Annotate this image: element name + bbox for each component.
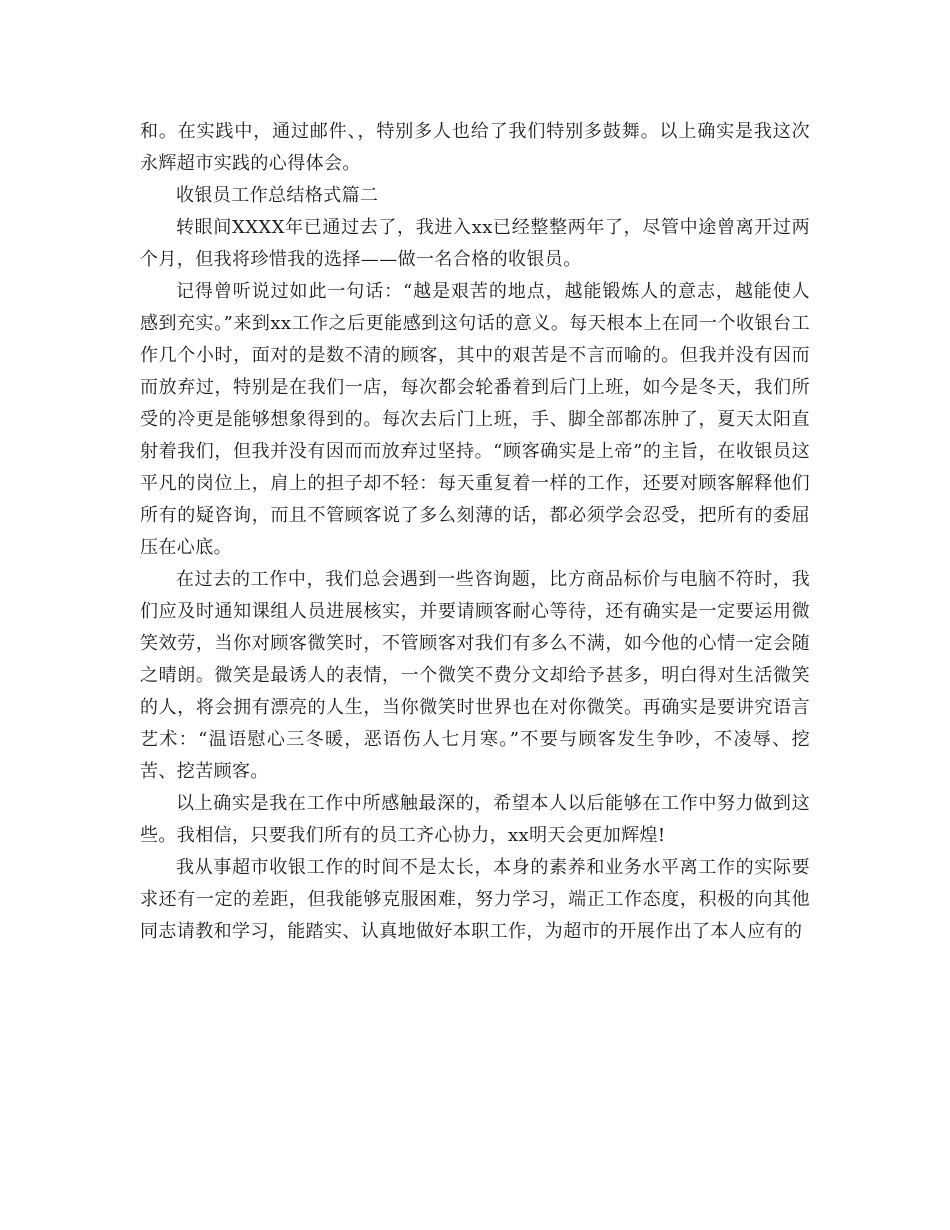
paragraph: 记得曾听说过如此一句话：“越是艰苦的地点，越能锻炼人的意志，越能使人感到充实。”来到xx工作之后更能感到这句话的意义。每天根本上在同一个收银台工作几个小时，面对的是数不清的顾客，其中的艰苦是不言而喻的。但我并没有因而而放弃过，特别是在我们一店，每次都会轮番着到后门上班，如今是冬天，我们所受的冷更是能够想象得到的。每次去后门上班，手、脚全部都冻肿了，夏天太阳直射着我们，但我并没有因而而放弃过坚持。“顾客确实是上帝”的主旨，在收银员这平凡的岗位上，肩上的担子却不轻：每天重复着一样的工作，还要对顾客解释他们所有的疑咨询，而且不管顾客说了多么刻薄的话，都必须学会忍受，把所有的委屈压在心底。 [140,281,810,558]
paragraph: 以上确实是我在工作中所感触最深的，希望本人以后能够在工作中努力做到这些。我相信，只要我们所有的员工齐心协力，xx明天会更加辉煌! [140,793,810,846]
section-heading: 收银员工作总结格式篇二 [176,185,379,206]
document-body [140,116,810,948]
paragraph: 在过去的工作中，我们总会遇到一些咨询题，比方商品标价与电脑不符时，我们应及时通知课组人员进展核实，并要请顾客耐心等待，还有确实是一定要运用微笑效劳，当你对顾客微笑时，不管顾客对我们有多么不满，如今他的心情一定会随之晴朗。微笑是最诱人的表情，一个微笑不费分文却给予甚多，明白得对生活微笑的人，将会拥有漂亮的人生，当你微笑时世界也在对你微笑。再确实是要讲究语言艺术：“温语慰心三冬暖，恶语伤人七月寒。”不要与顾客发生争吵，不凌辱、挖苦、挖苦顾客。 [140,569,810,782]
paragraph-continuation: 和。在实践中，通过邮件、，特别多人也给了我们特别多鼓舞。以上确实是我这次永辉超市实践的心得体会。 [140,121,810,174]
paragraph: 转眼间XXXX年已通过去了，我进入xx已经整整两年了，尽管中途曾离开过两个月，但我将珍惜我的选择——做一名合格的收银员。 [140,217,810,270]
paragraph: 我从事超市收银工作的时间不是太长，本身的素养和业务水平离工作的实际要求还有一定的差距，但我能够克服困难，努力学习，端正工作态度，积极的向其他同志请教和学习，能踏实、认真地做好本职工作，为超市的开展作出了本人应有的 [140,857,810,942]
